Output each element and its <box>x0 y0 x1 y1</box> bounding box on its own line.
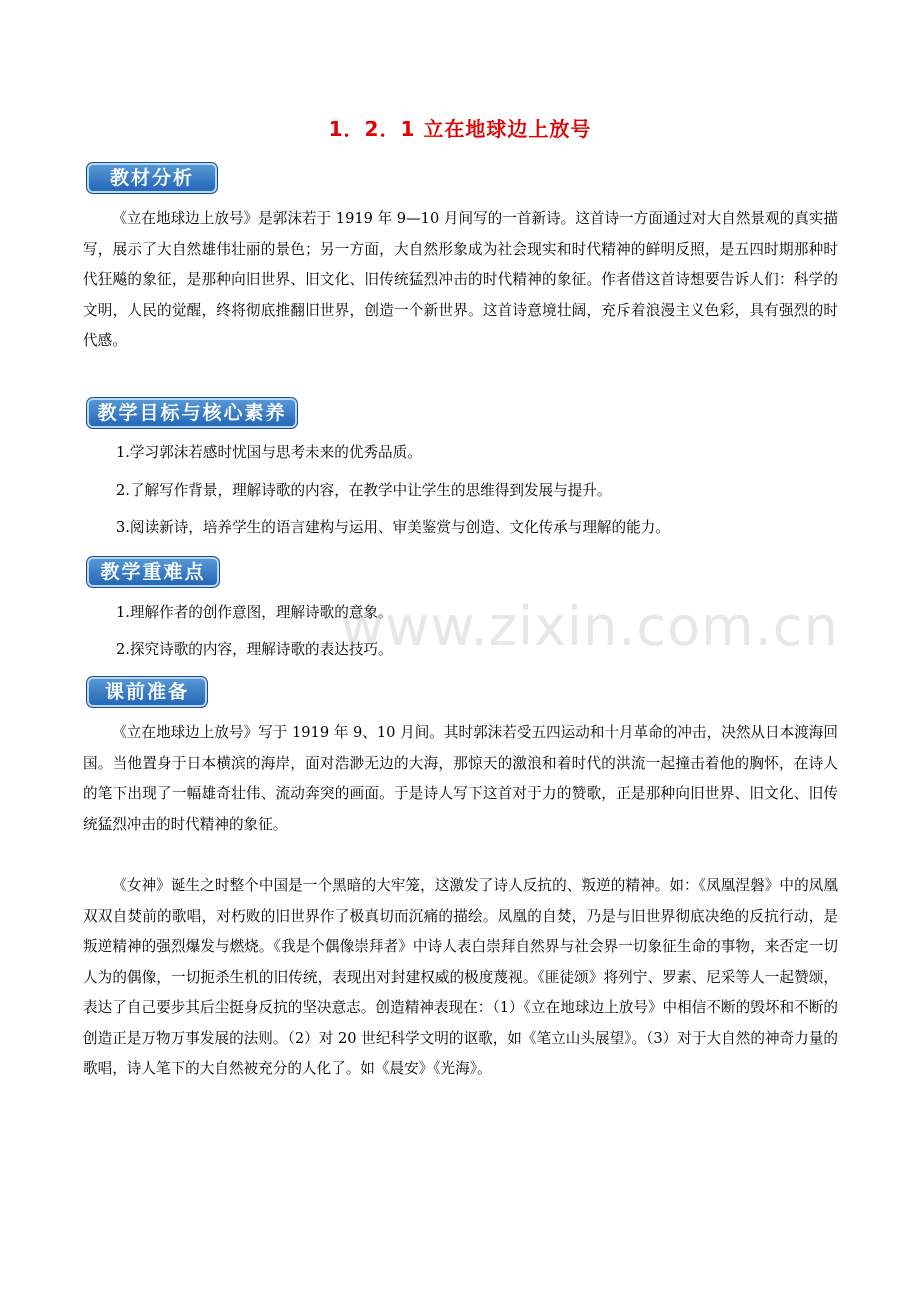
prep-paragraph-1: 《立在地球边上放号》写于 1919 年 9、10 月间。其时郭沫若受五四运动和十月革命的冲击，决然从日本渡海回国。当他置身于日本横滨的海岸，面对浩渺无边的大海，那惊天的激浪和着时代的洪流一起撞击着他的胸怀，在诗人的笔下出现了一幅雄奇壮伟、流动奔突的画面。于是诗人写下这首对于力的赞歌，正是那种向旧世界、旧文化、旧传统猛烈冲击的时代精神的象征。 <box>83 724 838 833</box>
keypoint-item-1: 1.理解作者的创作意图，理解诗歌的意象。 <box>116 604 393 621</box>
analysis-paragraph: 《立在地球边上放号》是郭沫若于 1919 年 9—10 月间写的一首新诗。这首诗一方面通过对大自然景观的真实描写，展示了大自然雄伟壮丽的景色；另一方面，大自然形象成为社会现实和时代精神的鲜明反照，是五四时期那种时代狂飚的象征，是那种向旧世界、旧文化、旧传统猛烈冲击的时代精神的象征。作者借这首诗想要告诉人们：科学的文明，人民的觉醒，终将彻底推翻旧世界，创造一个新世界。这首诗意境壮阔，充斥着浪漫主义色彩，具有强烈的时代感。 <box>83 210 838 349</box>
goal-item-1: 1.学习郭沫若感时忧国与思考未来的优秀品质。 <box>116 444 422 461</box>
watermark: www.zixin.com.cn <box>340 595 839 658</box>
prep-paragraph-2: 《女神》诞生之时整个中国是一个黑暗的大牢笼，这激发了诗人反抗的、叛逆的精神。如：《凤凰涅磐》中的凤凰双双自焚前的歌唱，对朽败的旧世界作了极真切而沉痛的描绘。凤凰的自焚，乃是与旧世界彻底决绝的反抗行动，是叛逆精神的强烈爆发与燃烧。《我是个偶像崇拜者》中诗人表白崇拜自然界与社会界一切象征生命的事物，来否定一切人为的偶像，一切扼杀生机的旧传统，表现出对封建权威的极度蔑视。《匪徒颂》将列宁、罗素、尼采等人一起赞颂，表达了自己要步其后尘挺身反抗的坚决意志。创造精神表现在：（1）《立在地球边上放号》中相信不断的毁坏和不断的创造正是万物万事发展的法则。（2）对 20 世纪科学文明的讴歌，如《笔立山头展望》。（3）对于大自然的神奇力量的歌唱，诗人笔下的大自然被充分的人化了。如《晨安》《光海》。 <box>83 877 838 1077</box>
goal-item-3: 3.阅读新诗，培养学生的语言建构与运用、审美鉴赏与创造、文化传承与理解的能力。 <box>116 519 670 536</box>
keypoint-item-2: 2.探究诗歌的内容，理解诗歌的表达技巧。 <box>116 641 393 658</box>
page-title: 1．2．1 立在地球边上放号 <box>328 117 592 141</box>
section-heading-keypoints: 教学重难点 <box>86 556 220 588</box>
section-heading-goals: 教学目标与核心素养 <box>86 397 298 429</box>
goal-item-2: 2.了解写作背景，理解诗歌的内容，在教学中让学生的思维得到发展与提升。 <box>116 482 612 499</box>
section-heading-analysis: 教材分析 <box>86 162 218 194</box>
section-heading-prep: 课前准备 <box>86 676 208 708</box>
